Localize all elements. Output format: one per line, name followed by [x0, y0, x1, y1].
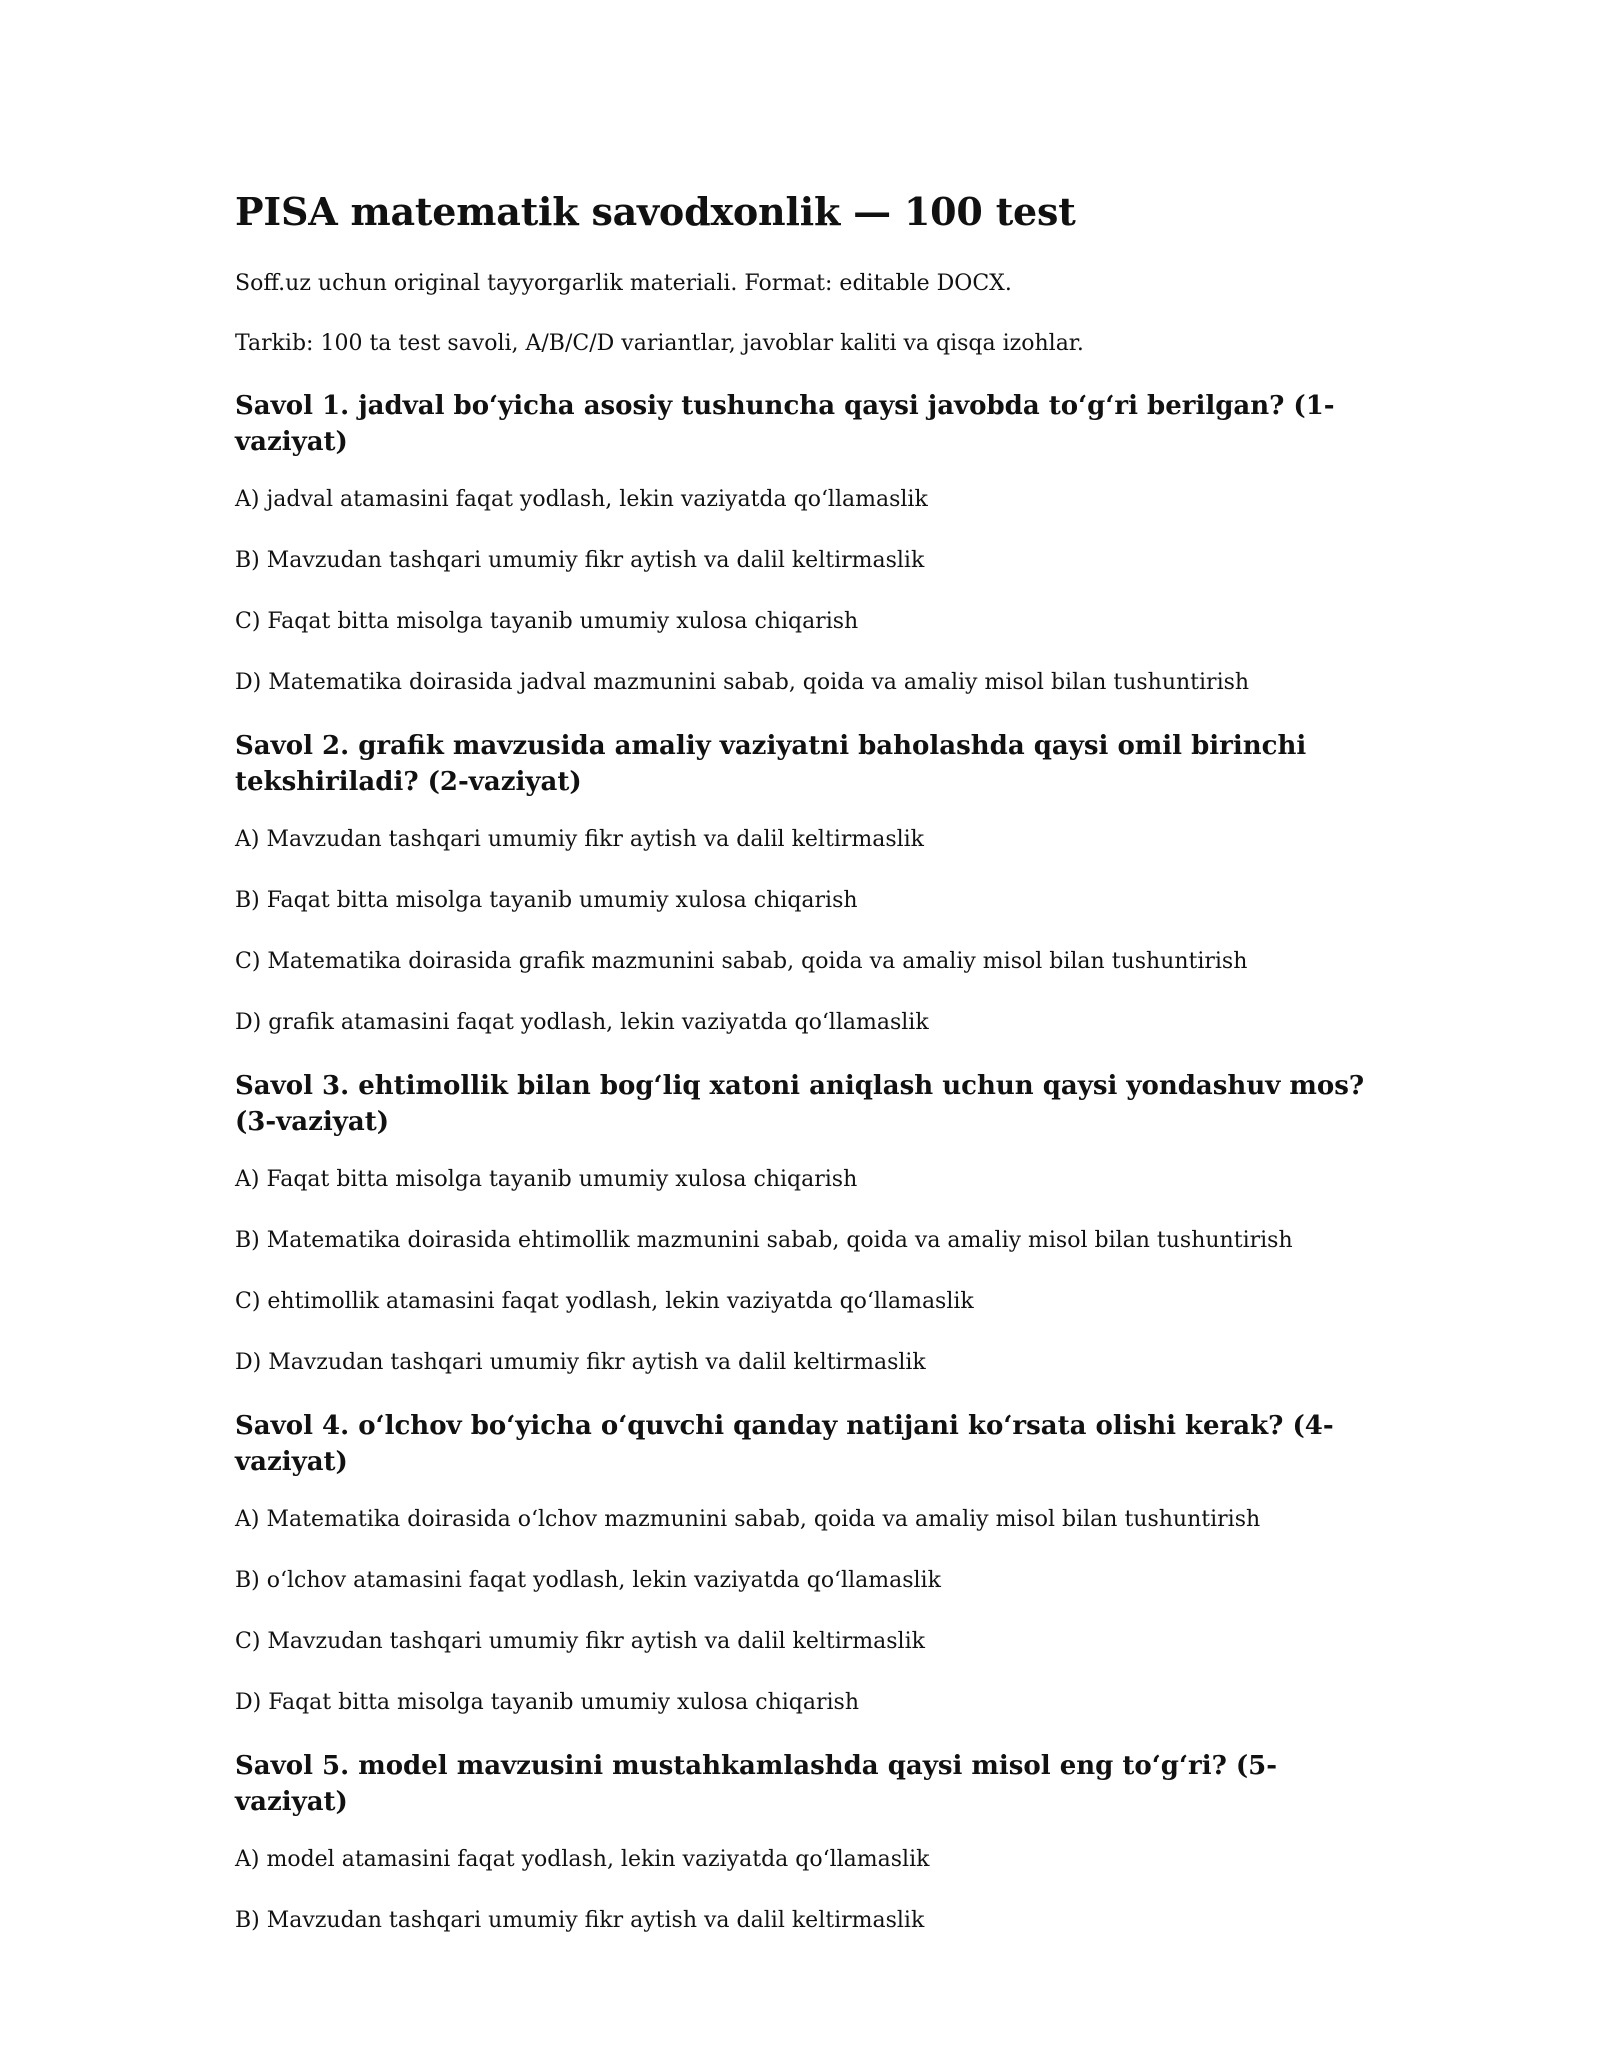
option-b: B) Faqat bitta misolga tayanib umumiy xulosa chiqarish — [235, 888, 858, 913]
option-d: D) grafik atamasini faqat yodlash, lekin vaziyatda qo‘llamaslik — [235, 1010, 929, 1035]
option-d: D) Mavzudan tashqari umumiy fikr aytish va dalil keltirmaslik — [235, 1350, 926, 1375]
document-title: PISA matematik savodxonlik — 100 test — [235, 189, 1076, 234]
question-heading: Savol 1. jadval bo‘yicha asosiy tushuncha qaysi javobda to‘g‘ri berilgan? (1-vaziyat) — [235, 391, 1335, 457]
option-d: D) Matematika doirasida jadval mazmunini sabab, qoida va amaliy misol bilan tushuntirish — [235, 670, 1250, 695]
question-heading: Savol 2. grafik mavzusida amaliy vaziyatni baholashda qaysi omil birinchi tekshiriladi? (2-vaziyat) — [235, 731, 1307, 797]
option-c: C) Faqat bitta misolga tayanib umumiy xulosa chiqarish — [235, 609, 859, 634]
option-a: A) model atamasini faqat yodlash, lekin vaziyatda qo‘llamaslik — [235, 1847, 930, 1872]
question-heading: Savol 4. o‘lchov bo‘yicha o‘quvchi qanday natijani ko‘rsata olishi kerak? (4-vaziyat) — [235, 1411, 1334, 1477]
question-3 — [235, 1068, 1375, 1379]
question-4 — [235, 1408, 1375, 1719]
option-c: C) Mavzudan tashqari umumiy fikr aytish va dalil keltirmaslik — [235, 1629, 925, 1654]
option-b: B) Mavzudan tashqari umumiy fikr aytish va dalil keltirmaslik — [235, 1908, 925, 1933]
document-page — [235, 186, 1375, 1966]
option-b: B) Mavzudan tashqari umumiy fikr aytish va dalil keltirmaslik — [235, 548, 925, 573]
option-c: C) ehtimollik atamasini faqat yodlash, lekin vaziyatda qo‘llamaslik — [235, 1289, 974, 1314]
intro-paragraph-contents: Tarkib: 100 ta test savoli, A/B/C/D variantlar, javoblar kaliti va qisqa izohlar. — [235, 331, 1084, 356]
option-b: B) Matematika doirasida ehtimollik mazmunini sabab, qoida va amaliy misol bilan tushuntirish — [235, 1228, 1293, 1253]
question-heading: Savol 5. model mavzusini mustahkamlashda qaysi misol eng to‘g‘ri? (5-vaziyat) — [235, 1751, 1278, 1817]
question-5 — [235, 1748, 1375, 1937]
question-1 — [235, 388, 1375, 699]
option-d: D) Faqat bitta misolga tayanib umumiy xulosa chiqarish — [235, 1690, 860, 1715]
question-heading: Savol 3. ehtimollik bilan bog‘liq xatoni aniqlash uchun qaysi yondashuv mos? (3-vaziyat) — [235, 1071, 1365, 1137]
option-a: A) Faqat bitta misolga tayanib umumiy xulosa chiqarish — [235, 1167, 858, 1192]
option-a: A) Mavzudan tashqari umumiy fikr aytish va dalil keltirmaslik — [235, 827, 925, 852]
intro-paragraph-format: Soff.uz uchun original tayyorgarlik materiali. Format: editable DOCX. — [235, 271, 1012, 296]
question-2 — [235, 728, 1375, 1039]
option-a: A) Matematika doirasida o‘lchov mazmunini sabab, qoida va amaliy misol bilan tushuntirish — [235, 1507, 1261, 1532]
option-c: C) Matematika doirasida grafik mazmunini sabab, qoida va amaliy misol bilan tushuntirish — [235, 949, 1248, 974]
option-b: B) o‘lchov atamasini faqat yodlash, lekin vaziyatda qo‘llamaslik — [235, 1568, 941, 1593]
option-a: A) jadval atamasini faqat yodlash, lekin vaziyatda qo‘llamaslik — [235, 487, 928, 512]
